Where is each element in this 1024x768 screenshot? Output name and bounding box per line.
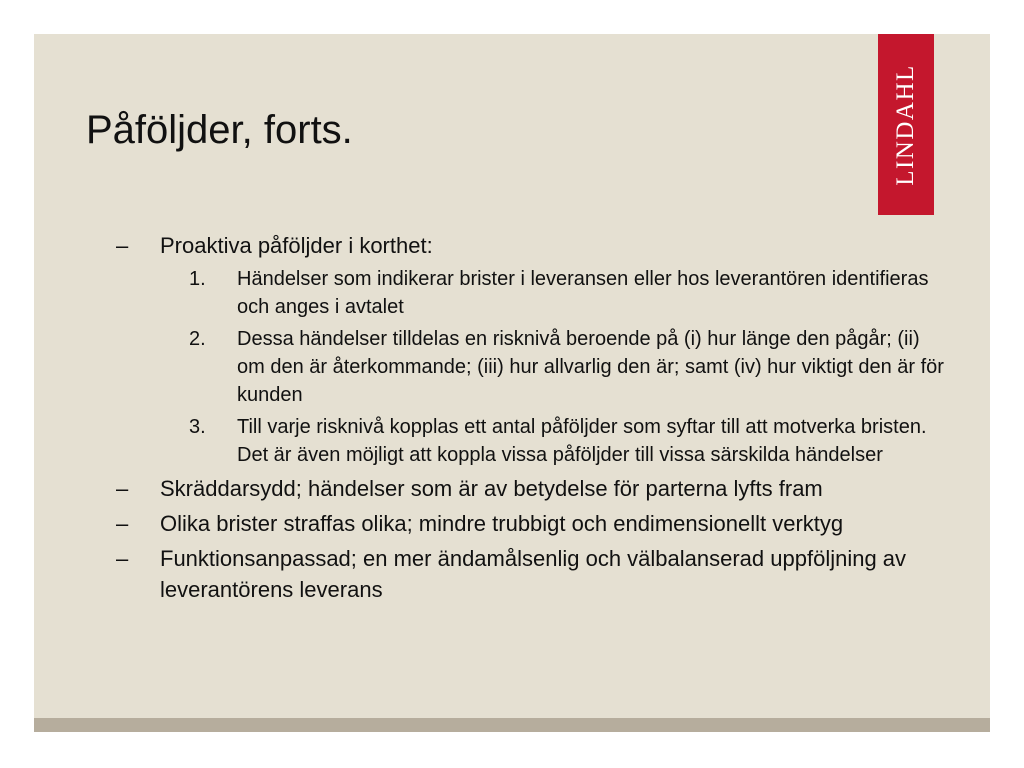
subitem-number: 3. — [189, 416, 206, 438]
subitem-text: Dessa händelser tilldelas en risknivå beroende på (i) hur länge den pågår; (ii) om den är återkommande; (iii) hur allvarlig den är; samt (iv) hur viktigt den är för kunden — [237, 328, 944, 406]
bullet-skraddarsydd — [112, 473, 947, 504]
subitem-1 — [112, 265, 947, 321]
bullet-text: Skräddarsydd; händelser som är av betydelse för parterna lyfts fram — [160, 476, 823, 501]
bullet-list — [112, 230, 947, 609]
dash-marker: – — [116, 476, 129, 501]
subitem-number: 2. — [189, 328, 206, 350]
subitem-number: 1. — [189, 268, 206, 290]
logo-text: LINDAHL — [892, 63, 919, 186]
bullet-proaktiva — [112, 230, 947, 261]
dash-marker: – — [116, 511, 129, 536]
slide-title: Påföljder, forts. — [86, 108, 353, 152]
bullet-text: Funktionsanpassad; en mer ändamålsenlig och välbalanserad uppföljning av leverantörens leverans — [160, 546, 907, 602]
lindahl-logo — [878, 34, 934, 215]
subitem-text: Till varje risknivå kopplas ett antal påföljder som syftar till att motverka bristen. Det är även möjligt att koppla vissa påföljder till vissa särskilda händelser — [237, 416, 927, 466]
subitem-3 — [112, 413, 947, 469]
dash-marker: – — [116, 546, 129, 571]
subitem-2 — [112, 325, 947, 409]
bullet-olika-brister — [112, 508, 947, 539]
bullet-funktionsanpassad — [112, 543, 947, 605]
numbered-sublist — [112, 265, 947, 469]
bullet-text: Olika brister straffas olika; mindre trubbigt och endimensionellt verktyg — [160, 511, 844, 536]
footer-bar — [34, 718, 990, 732]
dash-marker: – — [116, 233, 129, 258]
bullet-text: Proaktiva påföljder i korthet: — [160, 233, 433, 258]
subitem-text: Händelser som indikerar brister i leveransen eller hos leverantören identifieras och anges i avtalet — [237, 268, 929, 318]
